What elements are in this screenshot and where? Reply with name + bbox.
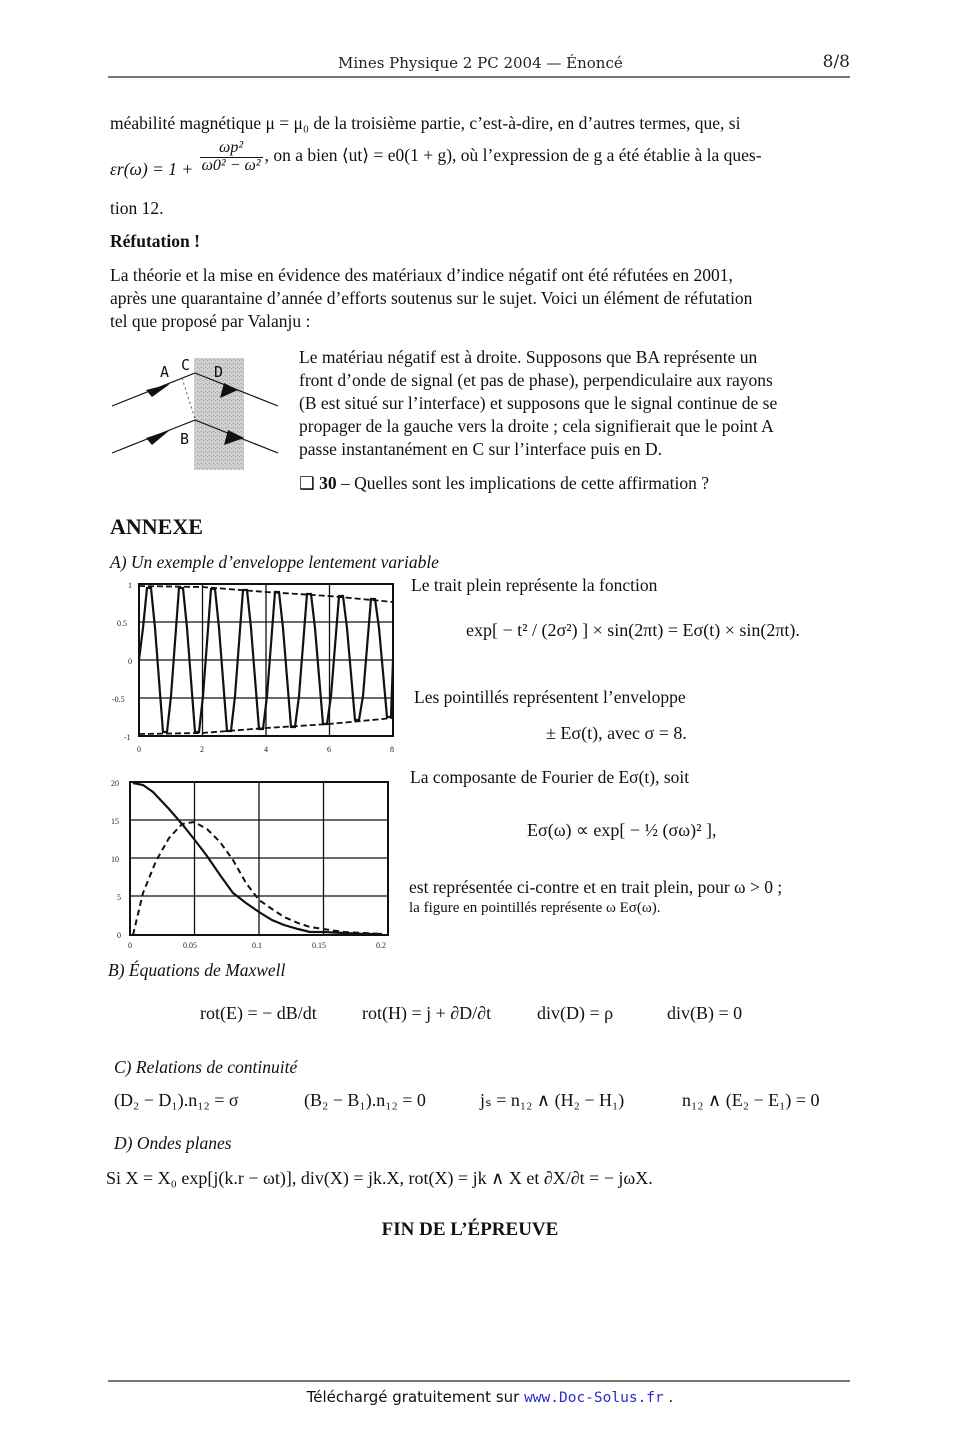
formula-envelope: ± Eσ(t), avec σ = 8.: [546, 723, 687, 743]
continuity-b: (B₂ − B₁).n₁₂ = 0: [304, 1090, 426, 1110]
refutation-heading: Réfutation !: [110, 231, 200, 251]
label-b: B: [180, 430, 190, 448]
header-title: Mines Physique 2 PC 2004 — Énoncé: [338, 54, 623, 72]
svg-text:6: 6: [327, 745, 331, 754]
footer-dot: .: [663, 1388, 674, 1406]
svg-text:4: 4: [264, 745, 268, 754]
plane-wave-equation: Si X = X₀ exp[j(k.r − ωt)], div(X) = jk.X, rot(X) = jk ∧ X et ∂X/∂t = − jωX.: [106, 1168, 653, 1188]
intro-line-1: [110, 112, 855, 135]
description-line: Le matériau négatif est à droite. Supposons que BA représente un: [299, 347, 758, 367]
refutation-paragraph: [110, 264, 860, 333]
chart2-dashed-series: [133, 822, 382, 935]
valanju-figure: [108, 350, 288, 475]
intro-text-1: méabilité magnétique μ = μ₀ de la troisième partie, c’est-à-dire, en d’autres termes, que, si: [110, 113, 741, 133]
maxwell-ampere: rot(H) = j + ∂D/∂t: [362, 1003, 492, 1023]
section-d-heading: D) Ondes planes: [114, 1133, 232, 1153]
chart1-y-ticks: [112, 581, 132, 742]
question-number: 30: [319, 473, 337, 493]
label-d: D: [214, 363, 224, 381]
text-pointilles: Les pointillés représentent l’enveloppe: [414, 687, 686, 707]
end-of-exam: FIN DE L’ÉPREUVE: [381, 1219, 559, 1240]
svg-text:0.5: 0.5: [117, 619, 127, 628]
svg-text:20: 20: [111, 779, 119, 788]
epsilon-denominator: ω0² − ω²: [201, 156, 261, 174]
svg-text:5: 5: [117, 893, 121, 902]
svg-text:0.05: 0.05: [183, 941, 197, 950]
epsilon-numerator: ωp²: [200, 140, 263, 158]
text-fourier: La composante de Fourier de Eσ(t), soit: [410, 767, 690, 787]
epsilon-lhs: εr(ω) = 1 +: [110, 159, 194, 180]
header-rule: [108, 76, 850, 78]
text-trait-plein: Le trait plein représente la fonction: [411, 575, 658, 595]
maxwell-faraday: rot(E) = − dB/dt: [200, 1003, 317, 1023]
refutation-line: après une quarantaine d’année d’efforts soutenus sur le sujet. Voici un élément de réfutation: [110, 288, 753, 308]
page-number: 8/8: [822, 52, 850, 72]
svg-text:2: 2: [200, 745, 204, 754]
intro-text-2: , on a bien ⟨ut⟩ = e0(1 + g), où l’expression de g a été établie à la ques-: [264, 145, 762, 166]
question-text: – Quelles sont les implications de cette affirmation ?: [336, 473, 709, 493]
maxwell-gauss: div(D) = ρ: [537, 1003, 614, 1023]
chart-fourier: [104, 772, 399, 952]
svg-text:15: 15: [111, 817, 119, 826]
description-line: front d’onde de signal (et pas de phase), perpendiculaire aux rayons: [299, 370, 773, 390]
svg-text:0.1: 0.1: [252, 941, 262, 950]
question-30: [299, 472, 709, 495]
section-b-heading: B) Équations de Maxwell: [108, 960, 286, 980]
svg-text:10: 10: [111, 855, 119, 864]
epsilon-fraction: [200, 140, 263, 175]
text-pointilles-omega: la figure en pointillés représente ω Eσ(ω).: [409, 900, 661, 916]
svg-text:0: 0: [128, 657, 132, 666]
refutation-line: La théorie et la mise en évidence des matériaux d’indice négatif ont été réfutées en 2001,: [110, 265, 733, 285]
continuity-d: (D₂ − D₁).n₁₂ = σ: [114, 1090, 239, 1110]
chart1-x-ticks: [137, 745, 394, 754]
svg-text:0: 0: [128, 941, 132, 950]
footer-rule: [108, 1380, 850, 1382]
svg-text:-0.5: -0.5: [112, 695, 125, 704]
svg-text:0: 0: [137, 745, 141, 754]
continuity-h: jₛ = n₁₂ ∧ (H₂ − H₁): [480, 1090, 625, 1110]
chart2-y-ticks: [111, 779, 121, 940]
description-line: (B est situé sur l’interface) et supposons que le signal continue de se: [299, 393, 778, 413]
svg-text:8: 8: [390, 745, 394, 754]
svg-text:-1: -1: [124, 733, 131, 742]
label-c: C: [181, 356, 191, 374]
chart2-x-ticks: [128, 941, 386, 950]
checkbox-icon: ❑: [299, 473, 315, 493]
svg-text:0.15: 0.15: [312, 941, 326, 950]
svg-text:0.2: 0.2: [376, 941, 386, 950]
section-c-heading: C) Relations de continuité: [114, 1057, 298, 1077]
section-a-heading: A) Un exemple d’enveloppe lentement variable: [110, 552, 439, 572]
intro-line-2: [110, 140, 855, 184]
chart-enveloppe: [108, 578, 403, 756]
svg-text:0: 0: [117, 931, 121, 940]
refutation-line: tel que proposé par Valanju :: [110, 311, 311, 331]
formula-fourier: Eσ(ω) ∝ exp[ − ½ (σω)² ],: [527, 820, 717, 840]
description-line: propager de la gauche vers la droite ; cela signifierait que le point A: [299, 416, 774, 436]
continuity-e: n₁₂ ∧ (E₂ − E₁) = 0: [682, 1090, 820, 1110]
svg-text:1: 1: [128, 581, 132, 590]
footer-link[interactable]: www.Doc-Solus.fr: [524, 1390, 664, 1406]
description-line: passe instantanément en C sur l’interface puis en D.: [299, 439, 663, 459]
maxwell-flux: div(B) = 0: [667, 1003, 743, 1023]
annexe-title: ANNEXE: [110, 514, 203, 539]
intro-line-3: tion 12.: [110, 198, 164, 218]
text-representee: est représentée ci-contre et en trait plein, pour ω > 0 ;: [409, 877, 783, 897]
footer: [0, 1388, 980, 1406]
footer-text: Téléchargé gratuitement sur: [306, 1388, 525, 1406]
label-a: A: [160, 363, 170, 381]
formula-signal: exp[ − t² / (2σ²) ] × sin(2πt) = Eσ(t) × sin(2πt).: [466, 620, 800, 640]
valanju-description: [299, 346, 859, 461]
